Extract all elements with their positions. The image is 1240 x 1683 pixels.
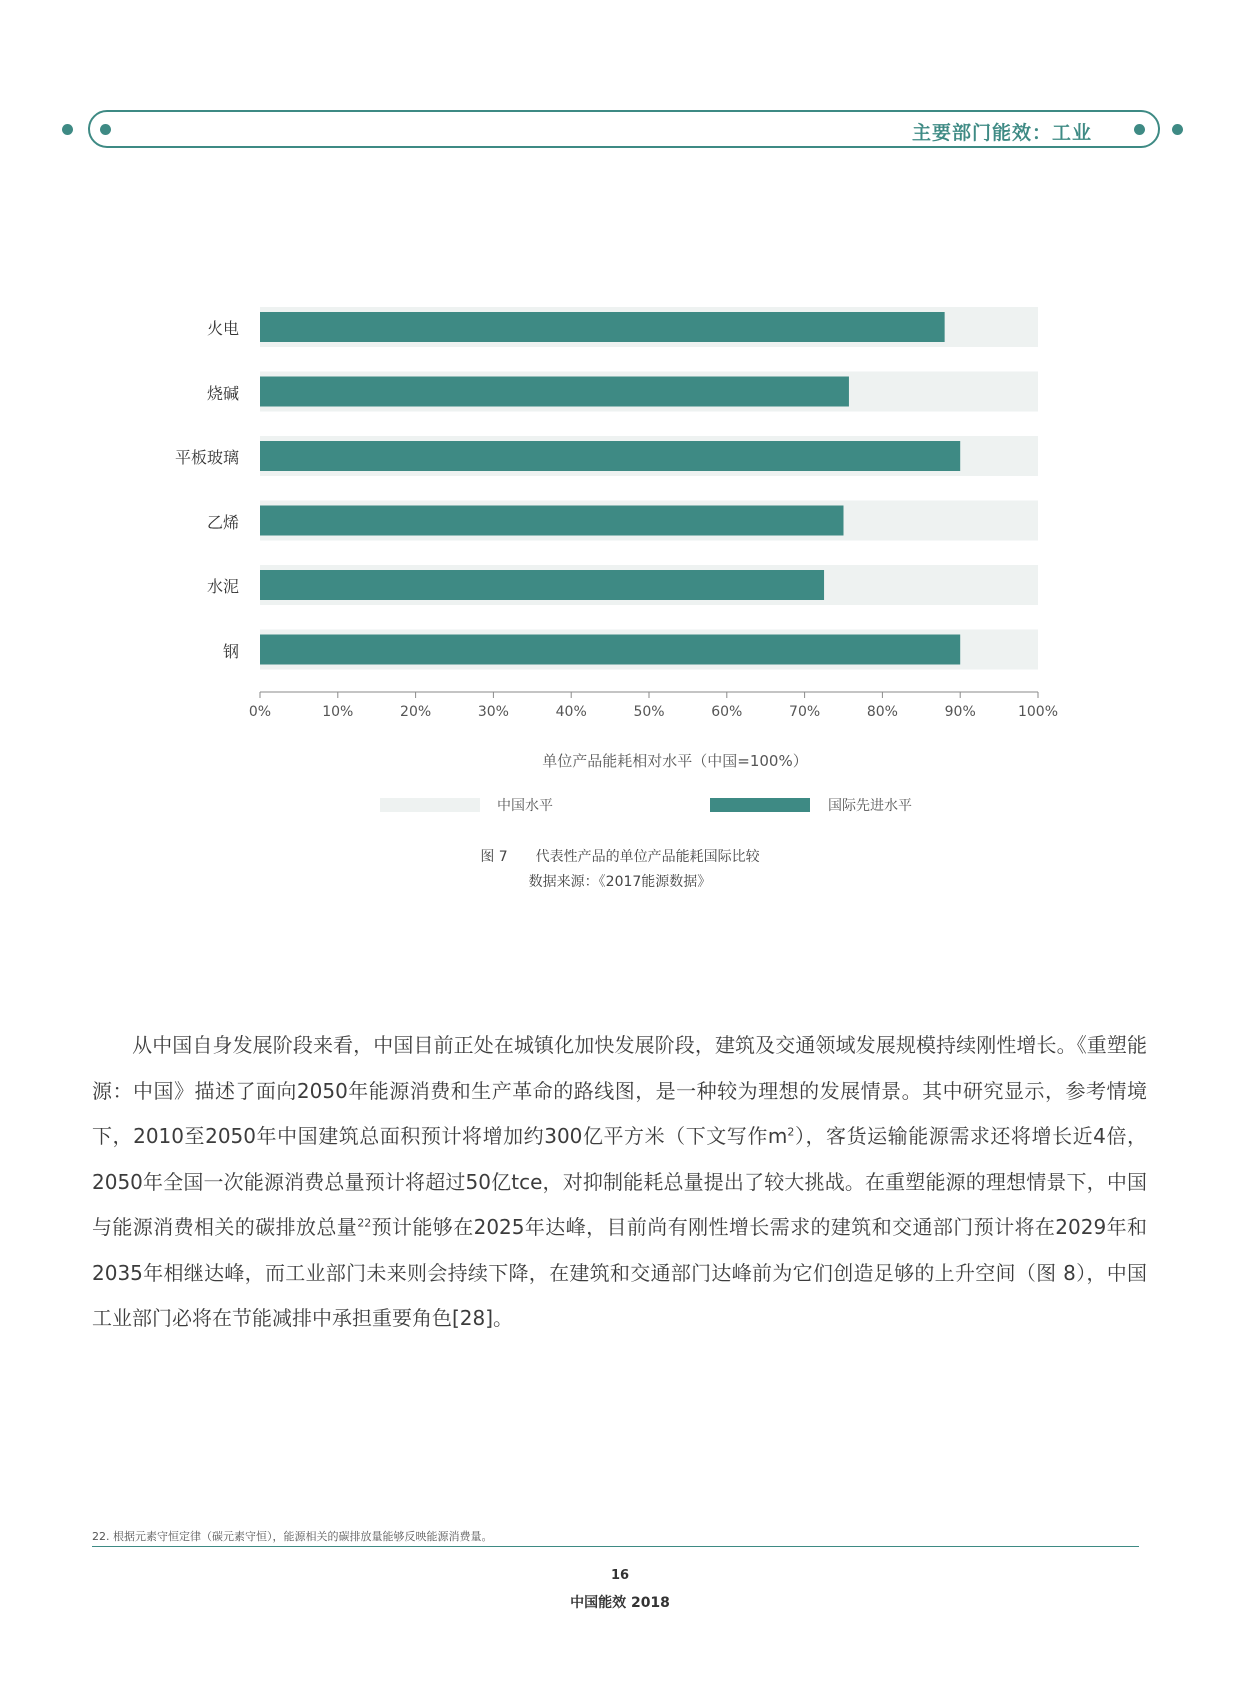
x-tick-label: 0% (248, 704, 272, 720)
bar-group (260, 307, 1038, 670)
x-tick-label: 60% (711, 704, 743, 720)
x-tick-label: 70% (789, 704, 821, 720)
category-label: 水泥 (206, 577, 239, 596)
unit-superscript: 2 (787, 1125, 795, 1139)
footer-divider (92, 1546, 1139, 1547)
category-label: 乙烯 (206, 512, 239, 532)
data-source: 数据来源：《2017能源数据》 (528, 874, 712, 890)
legend-label-china: 中国水平 (497, 798, 553, 814)
x-tick-label: 50% (633, 704, 665, 720)
x-tick-label: 40% (555, 704, 587, 720)
x-axis (260, 692, 1038, 698)
bar-international-5 (260, 635, 960, 665)
body-text-3: 预计能够在2025年达峰，目前尚有刚性增长需求的建筑和交通部门预计将在2029年和2035年相继达峰，而工业部门未来则会持续下降，在建筑和交通部门达峰前为它们创造足够的上升空间（图 8），中国工业部门必将在节能减排中承担重要角色[28]。 (92, 1215, 1148, 1330)
figure-caption (0, 846, 1240, 866)
body-paragraph (92, 1023, 1147, 1342)
bar-international-2 (260, 441, 960, 471)
body-text-2: ），客货运输能源需求还将增长近4倍，2050年全国一次能源消费总量预计将超过50亿tce，对抑制能耗总量提出了较大挑战。在重塑能源的理想情景下，中国与能源消费相关的碳排放总量 (92, 1124, 1148, 1239)
section-title: 主要部门能效：工业 (911, 122, 1092, 144)
x-tick-label: 20% (400, 704, 432, 720)
bar-international-3 (260, 506, 844, 536)
bar-international-1 (260, 377, 849, 407)
legend-swatch-international (710, 798, 810, 812)
legend-swatch-china (380, 798, 480, 812)
bar-chart (0, 0, 1240, 760)
bar-international-4 (260, 570, 824, 600)
figure-number: 图 7 (480, 849, 508, 865)
publication-title: 中国能效 2018 (570, 1595, 670, 1611)
x-tick-label: 90% (944, 704, 976, 720)
page-number: 16 (610, 1568, 630, 1583)
category-label: 火电 (206, 319, 239, 338)
footnote: 22. 根据元素守恒定律（碳元素守恒），能源相关的碳排放量能够反映能源消费量。 (92, 1530, 493, 1543)
body-text-1: 从中国自身发展阶段来看，中国目前正处在城镇化加快发展阶段，建筑及交通领域发展规模持续刚性增长。《重塑能源：中国》描述了面向2050年能源消费和生产革命的路线图，是一种较为理想的发展情景。其中研究显示，参考情境下，2010至2050年中国建筑总面积预计将增加约300亿平方米（下文写作m (92, 1033, 1147, 1148)
bar-international-0 (260, 312, 945, 342)
footnote-ref: 22 (357, 1216, 372, 1230)
x-tick-label: 30% (477, 704, 509, 720)
x-axis-label: 单位产品能耗相对水平（中国=100%） (542, 752, 808, 770)
figure-title: 代表性产品的单位产品能耗国际比较 (535, 849, 760, 865)
x-tick-label: 100% (1017, 704, 1059, 720)
category-label: 平板玻璃 (174, 448, 239, 467)
legend-label-international: 国际先进水平 (828, 798, 912, 814)
x-tick-label: 10% (322, 704, 354, 720)
category-label: 钢 (222, 641, 239, 661)
category-label: 烧碱 (206, 383, 239, 403)
x-tick-label: 80% (866, 704, 898, 720)
